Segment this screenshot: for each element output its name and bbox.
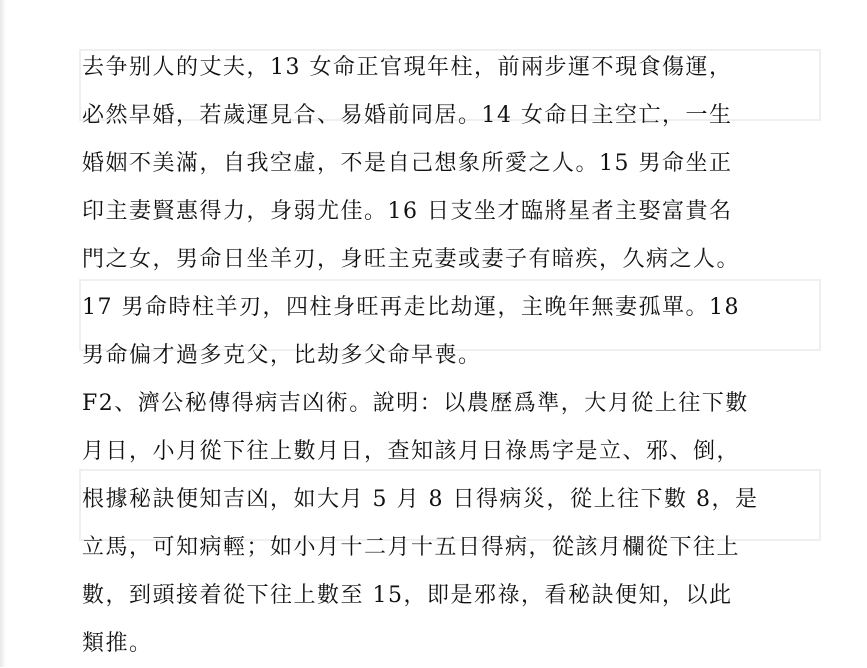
- body-text: [82, 44, 822, 668]
- text-line: 必然早婚，若歲運見合、易婚前同居。14 女命日主空亡，一生: [82, 103, 733, 128]
- text-line: 數，到頭接着從下往上數至 15，即是邪祿，看秘訣便知，以此: [82, 583, 733, 608]
- text-line: 根據秘訣便知吉凶，如大月 5 月 8 日得病災，從上往下數 8，是: [82, 487, 759, 512]
- text-line: 婚姻不美滿，自我空虛，不是自己想象所愛之人。15 男命坐正: [82, 151, 733, 176]
- text-line: 門之女，男命日坐羊刃，身旺主克妻或妻子有暗疾，久病之人。: [82, 247, 741, 272]
- text-line: 17 男命時柱羊刃，四柱身旺再走比劫運，主晚年無妻孤單。18: [82, 295, 740, 320]
- text-line: 印主妻賢惠得力，身弱尤佳。16 日支坐才臨將星者主娶富貴名: [82, 199, 733, 224]
- text-line: 男命偏才過多克父，比劫多父命早喪。: [82, 343, 482, 368]
- text-line: 月日，小月從下往上數月日，查知該月日祿馬字是立、邪、倒，: [82, 439, 741, 464]
- text-line: 類推。: [82, 631, 153, 656]
- page-edge-shadow: [0, 0, 6, 667]
- text-line: 立馬，可知病輕；如小月十二月十五日得病，從該月欄從下往上: [82, 535, 741, 560]
- text-line: 去争别人的丈夫，13 女命正官現年柱，前兩步運不現食傷運，: [82, 55, 733, 80]
- section-heading-line: F2、濟公秘傳得病吉凶術。說明：以農歷爲準，大月從上往下數: [82, 391, 749, 416]
